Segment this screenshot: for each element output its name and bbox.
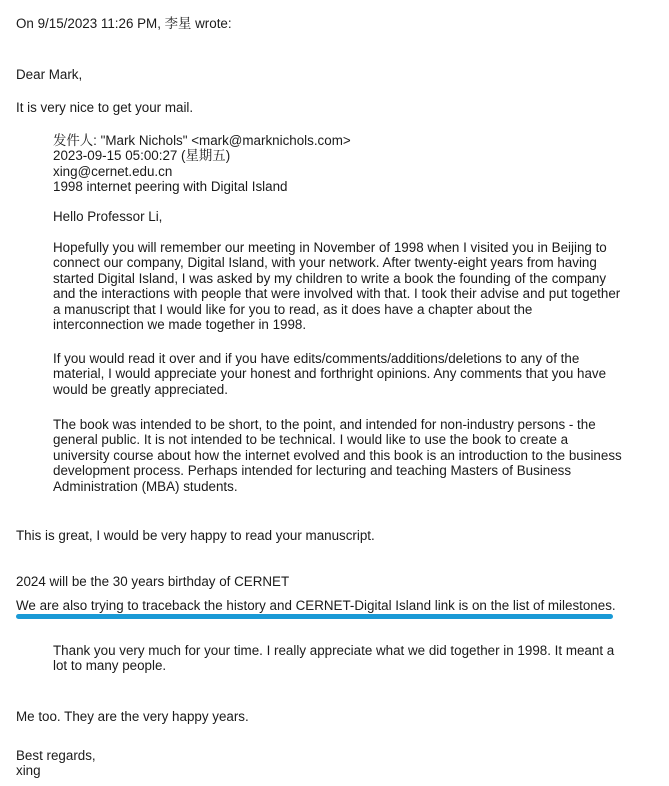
reply-line-1: This is great, I would be very happy to read your manuscript. (16, 528, 375, 543)
closing: Best regards, (16, 748, 96, 763)
reply-line-highlighted: We are also trying to traceback the history and CERNET-Digital Island link is on the list of milestones. (16, 598, 616, 613)
quoted-email-header (53, 133, 623, 195)
reply-header: On 9/15/2023 11:26 PM, 李星 wrote: (16, 16, 232, 31)
quoted-from: 发件人: "Mark Nichols" <mark@marknichols.com> (53, 133, 351, 148)
opening-line: It is very nice to get your mail. (16, 100, 194, 115)
quoted-paragraph-1: Hopefully you will remember our meeting in November of 1998 when I visited you in Beijing to connect our company, Digital Island, with your network. After twenty-eight years from having started Digital Island, I was asked by my children to write a book the founding of the company and the interactions with people that were involved with that. I took their advise and put together a manuscript that I would like for you to read, as it does have a chapter about the interconnection we made together in 1998. (53, 240, 621, 333)
quoted-to: xing@cernet.edu.cn (53, 163, 173, 179)
highlight-underline (16, 614, 613, 619)
greeting: Dear Mark, (16, 67, 83, 82)
reply-line-4: Me too. They are the very happy years. (16, 709, 249, 724)
quoted-subject: 1998 internet peering with Digital Island (53, 179, 288, 195)
quoted-date: 2023-09-15 05:00:27 (星期五) (53, 148, 231, 164)
quoted-paragraph-4: Thank you very much for your time. I really appreciate what we did together in 1998. It meant a lot to many people. (53, 643, 615, 674)
reply-line-2: 2024 will be the 30 years birthday of CERNET (16, 574, 290, 589)
signature: xing (16, 763, 41, 778)
quoted-paragraph-2: If you would read it over and if you have edits/comments/additions/deletions to any of the material, I would appreciate your honest and forthright opinions. Any comments that you have would be greatly appreciated. (53, 351, 607, 397)
quoted-salutation: Hello Professor Li, (53, 209, 163, 224)
quoted-paragraph-3: The book was intended to be short, to the point, and intended for non-industry persons - the general public. It is not intended to be technical. I would like to use the book to create a university course about how the internet evolved and this book is an introduction to the business development process. Perhaps intended for lecturing and teaching Masters of Business Administration (MBA) students. (53, 417, 622, 494)
